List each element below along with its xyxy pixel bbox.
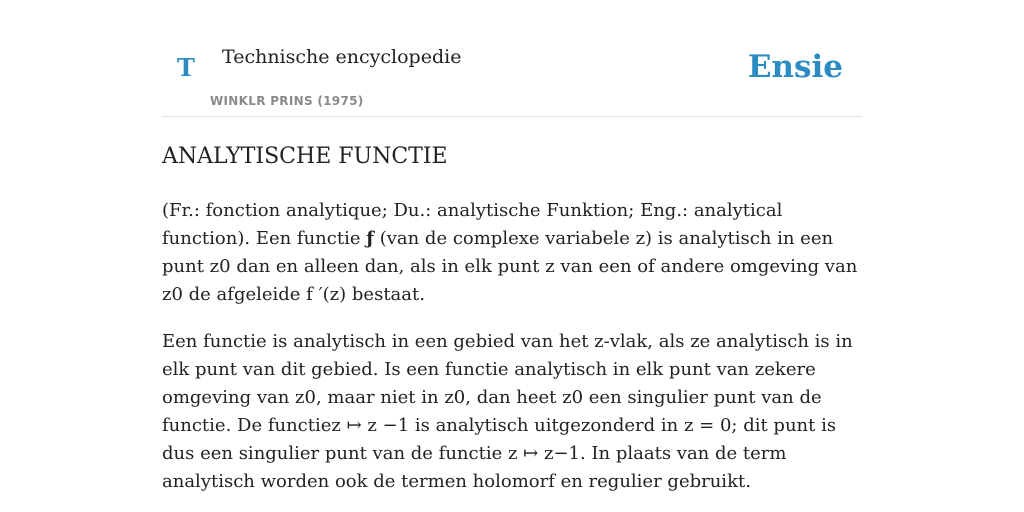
source-logo[interactable]: T	[177, 53, 195, 82]
article-title: ANALYTISCHE FUNCTIE	[162, 144, 448, 169]
source-title-link[interactable]: Technische encyclopedie	[222, 46, 462, 68]
paragraph-1-text-b: (van de complexe variabele z) is analytisch in een punt z0 dan en alleen dan, als in elk punt z van een of andere omgeving van z0 de afgeleide f ′(z) bestaat.	[162, 228, 858, 306]
source-edition: WINKLR PRINS (1975)	[210, 94, 364, 108]
article-paragraph-1	[162, 197, 862, 309]
paragraph-1-text-a: (Fr.: fonction analytique; Du.: analytische Funktion; Eng.: analytical function). Een functie	[162, 200, 783, 250]
function-symbol: ƒ	[366, 228, 374, 250]
article-paragraph-2: Een functie is analytisch in een gebied van het z-vlak, als ze analytisch is in elk punt van dit gebied. Is een functie analytisch in elk punt van zekere omgeving van z0, maar niet in z0, dan heet z0 een singulier punt van de functie. De functiez ↦ z −1 is analytisch uitgezonderd in z = 0; dit punt is dus een singulier punt van de functie z ↦ z−1. In plaats van de term analytisch worden ook de termen holomorf en regulier gebruikt.	[162, 331, 853, 493]
ensie-logo[interactable]: Ensie	[747, 49, 843, 85]
article-page	[162, 0, 862, 496]
source-header	[162, 0, 862, 117]
